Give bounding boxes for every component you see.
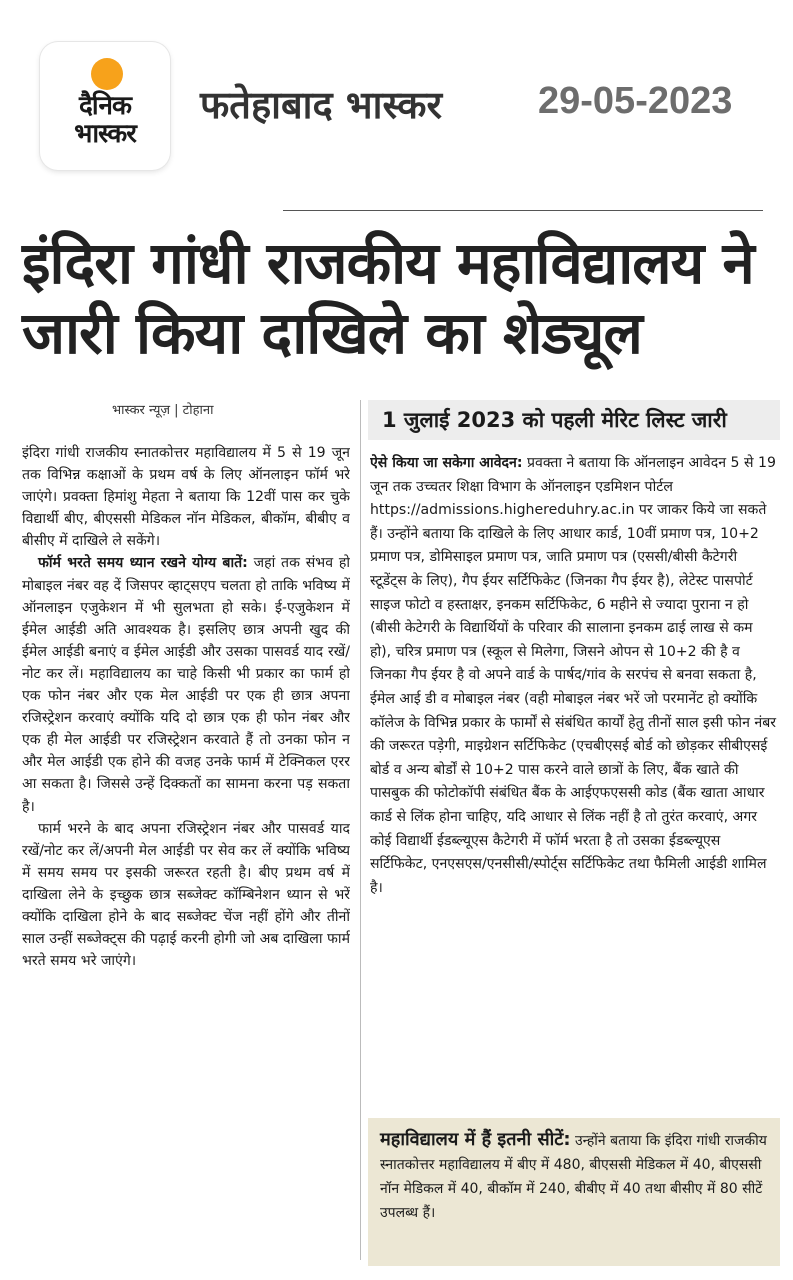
headline: इंदिरा गांधी राजकीय महाविद्यालय ने जारी किया दाखिले का शेड्यूल — [22, 229, 754, 367]
dainik-bhaskar-logo — [40, 42, 170, 170]
edition-name: फतेहाबाद भास्कर — [200, 83, 442, 127]
application-kicker: ऐसे किया जा सकेगा आवेदन: — [370, 455, 523, 471]
sun-icon — [91, 58, 123, 90]
tips-kicker: फॉर्म भरते समय ध्यान रखने योग्य बातें: — [38, 555, 248, 572]
tips-text: जहां तक संभव हो मोबाइल नंबर वह दें जिसपर व्हाट्सएप चलता हो ताकि भविष्य में ऑनलाइन एजुकेशन में भी सुलभता हो सके। ई-एजुकेशन में ईमेल आईडी अति आवश्यक है। इसलिए छात्र अपनी खुद की ईमेल आईडी बनाएं व ईमेल आईडी और उसका पासवर्ड याद रखें/नोट कर लें। महाविद्यालय का चाहे किसी भी प्रकार का फार्म हो एक फोन नंबर और एक मेल आईडी पर एक ही छात्र अपना रजिस्ट्रेशन करवाएं क्योंकि यदि दो छात्र एक ही फोन नंबर और एक ही मेल आईडी पर रजिस्ट्रेशन करवाते हैं तो उनका फोन न और मेल आईडी एक होने की वजह उनके फार्म में टेक्निकल एरर आ सकता है। जिससे उन्हें दिक्कतों का सामना करना पड़ सकता है। — [22, 555, 350, 815]
article-column-left — [22, 442, 350, 1262]
seats-kicker: महाविद्यालय में हैं इतनी सीटें: — [380, 1129, 571, 1150]
logo-line-2: भास्कर — [74, 119, 136, 149]
logo-line-1: दैनिक — [79, 91, 131, 121]
byline: भास्कर न्यूज़ | टोहाना — [112, 403, 214, 418]
application-text: प्रवक्ता ने बताया कि ऑनलाइन आवेदन 5 से 19 जून तक उच्चतर शिक्षा विभाग के ऑनलाइन एडमिशन पोर्टल https://admissions.highereduhry.ac.in पर जाकर किये जा सकते हैं। उन्होंने बताया कि दाखिले के लिए आधार कार्ड, 10वीं प्रमाण पत्र, 10+2 प्रमाण पत्र, डोमिसाइल प्रमाण पत्र, जाति प्रमाण पत्र (एससी/बीसी कैटेगरी स्टूडेंट्स के लिए), गैप ईयर सर्टिफिकेट (जिनका गैप ईयर है), लेटेस्ट पासपोर्ट साइज फोटो व हस्ताक्षर, इनकम सर्टिफिकेट, 6 महीने से ज्यादा पुराना न हो (बीसी केटेगरी के विद्यार्थियों के परिवार की सालाना इनकम ढाई लाख से कम हो), चरित्र प्रमाण पत्र (स्कूल से मिलेगा, जिसने ओपन से 10+2 की है व जिनका गैप ईयर है वो अपने वार्ड के पार्षद/गांव के सरपंच से बनवा सकता है, ईमेल आई डी व मोबाइल नंबर (वही मोबाइल नंबर भरें जो परमानेंट हो क्योंकि कॉलेज के विभिन्न प्रकार के फार्मों से संबंधित कार्यों हेतु तीनों साल इसी फोन नंबर की जरूरत पड़ेगी, माइग्रेशन सर्टिफिकेट (एचबीएसई बोर्ड को छोड़कर सीबीएसई बोर्ड व अन्य बोर्डों से 10+2 पास करने वाले छात्रों के लिए, बैंक खाते की पासबुक की फोटोकॉपी संबंधित बैंक के आईएफएससी कोड (बैंक खाता आधार कार्ड से लिंक होना चाहिए, यदि आधार से लिंक नहीं है तो तुरंत करवाएं, अगर कोई विद्यार्थी ईडब्ल्यूएस कैटेगरी में फॉर्म भरता है तो उसका ईडब्ल्यूएस सर्टिफिकेट, एनएसएस/एनसीसी/स्पोर्ट्स सर्टिफिकेट तथा फैमिली आईडी शामिल है। — [370, 455, 777, 896]
seats-box — [368, 1118, 780, 1266]
paragraph-intro: इंदिरा गांधी राजकीय स्नातकोत्तर महाविद्यालय में 5 से 19 जून तक विभिन्न कक्षाओं के प्रथम वर्ष के लिए ऑनलाइन फॉर्म भरे जाएंगे। प्रवक्ता हिमांशु मेहता ने बताया कि 12वीं पास कर चुके विद्यार्थी बीए, बीएससी मेडिकल नॉन मेडिकल, बीकॉम, बीबीए व बीसीए में दाखिले ले सकेंगे। — [22, 445, 350, 550]
paragraph-tips — [22, 552, 350, 817]
article-column-right — [370, 452, 778, 1112]
column-divider — [360, 400, 361, 1260]
publication-date: 29-05-2023 — [538, 80, 733, 122]
seats-text: उन्होंने बताया कि इंदिरा गांधी राजकीय स्नातकोत्तर महाविद्यालय में बीए में 480, बीएससी मेडिकल में 40, बीएससी नॉन मेडिकल में 40, बीकॉम में 240, बीबीए में 40 तथा बीसीए में 80 सीटें उपलब्ध हैं। — [380, 1133, 767, 1221]
subheadline: 1 जुलाई 2023 को पहली मेरिट लिस्ट जारी — [368, 400, 780, 440]
header-rule — [283, 210, 763, 211]
paragraph-application — [370, 452, 778, 900]
paragraph-registration: फार्म भरने के बाद अपना रजिस्ट्रेशन नंबर और पासवर्ड याद रखें/नोट कर लें/अपनी मेल आईडी पर सेव कर लें क्योंकि भविष्य में समय समय पर इसकी जरूरत रहती है। बीए प्रथम वर्ष में दाखिला लेने के इच्छुक छात्र सब्जेक्ट कॉम्बिनेशन ध्यान से भरें क्योंकि दाखिला होने के बाद सब्जेक्ट चेंज नहीं होंगे और तीनों साल उन्हीं सब्जेक्ट्स की पढ़ाई करनी होगी जो अब दाखिला फार्म भरते समय भरे जाएंगे। — [22, 820, 350, 970]
